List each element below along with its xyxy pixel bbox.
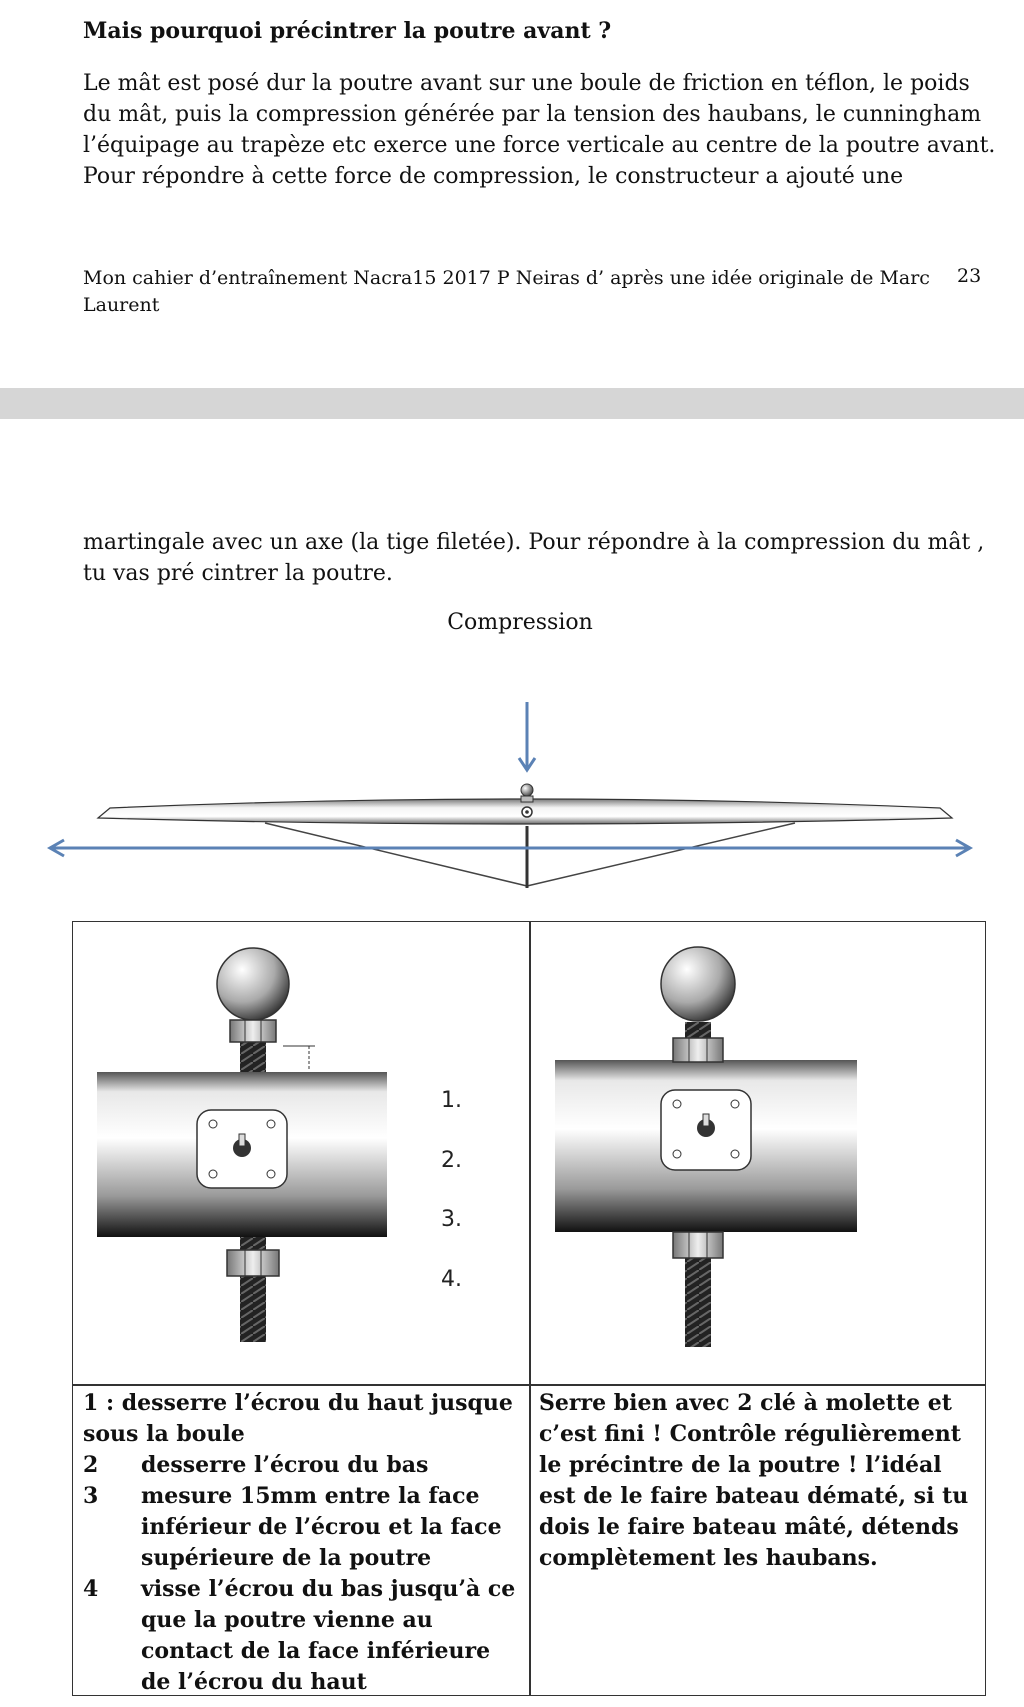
step-3-number: 3: [83, 1483, 99, 1509]
step-3-text: mesure 15mm entre la face inférieur de l’écrou et la face supérieure de la poutre: [141, 1483, 502, 1571]
table-column-divider: [529, 922, 531, 1695]
step-2: [83, 1450, 523, 1481]
step-4-number: 4: [83, 1576, 99, 1602]
step-label-2: 2.: [441, 1148, 462, 1173]
page-break-band: [0, 388, 1024, 419]
instructions-table: [72, 921, 986, 1696]
page-number: 23: [957, 265, 982, 287]
step-3: [83, 1481, 523, 1574]
step-2-number: 2: [83, 1452, 99, 1478]
step-4: [83, 1574, 523, 1698]
step-1-text: 1 : desserre l’écrou du haut jusque sous la boule: [83, 1390, 513, 1447]
before-adjustment-illustration: [97, 942, 517, 1362]
intro-paragraph: Le mât est posé dur la poutre avant sur une boule de friction en téflon, le poids du mât, puis la compression générée par la tension des haubans, le cunningham l’équipage au trapèze etc exerce une force verticale au centre de la poutre avant. Pour répondre à cette force de compression, le constructeur a ajouté une: [83, 71, 996, 189]
step-4-text: visse l’écrou du bas jusqu’à ce que la poutre vienne au contact de la face inférieure de l’écrou du haut: [141, 1576, 516, 1695]
martingale-left: [265, 823, 527, 886]
after-adjustment-illustration: [555, 942, 975, 1362]
friction-ball: [217, 948, 289, 1020]
beam-diagram: [0, 690, 1024, 900]
bottom-nut: [227, 1250, 279, 1276]
step-label-3: 3.: [441, 1207, 462, 1232]
top-nut: [230, 1020, 276, 1042]
page-heading: Mais pourquoi précintrer la poutre avant ?: [83, 18, 612, 44]
step-2-text: desserre l’écrou du bas: [141, 1452, 429, 1478]
right-instructions: Serre bien avec 2 clé à molette et c’est fini ! Contrôle régulièrement le précintre de la poutre ! l’idéal est de le faire bateau dématé, si tu dois le faire bateau mâté, détends complètement les haubans.: [539, 1390, 969, 1571]
step-label-4: 4.: [441, 1267, 462, 1292]
mast-ball: [521, 784, 533, 796]
left-instructions: [83, 1388, 523, 1698]
figure-caption: Compression: [447, 610, 593, 635]
table-row-divider: [73, 1384, 985, 1386]
martingale-right: [527, 823, 795, 886]
continued-paragraph: martingale avec un axe (la tige filetée). Pour répondre à la compression du mât , tu vas pré cintrer la poutre.: [83, 530, 985, 586]
friction-ball-right: [661, 947, 735, 1021]
bottom-nut-right: [673, 1232, 723, 1258]
step-label-1: 1.: [441, 1088, 462, 1113]
page-footer: Mon cahier d’entraînement Nacra15 2017 P Neiras d’ après une idée originale de Marc Laurent: [83, 267, 930, 316]
top-nut-right: [673, 1038, 723, 1062]
